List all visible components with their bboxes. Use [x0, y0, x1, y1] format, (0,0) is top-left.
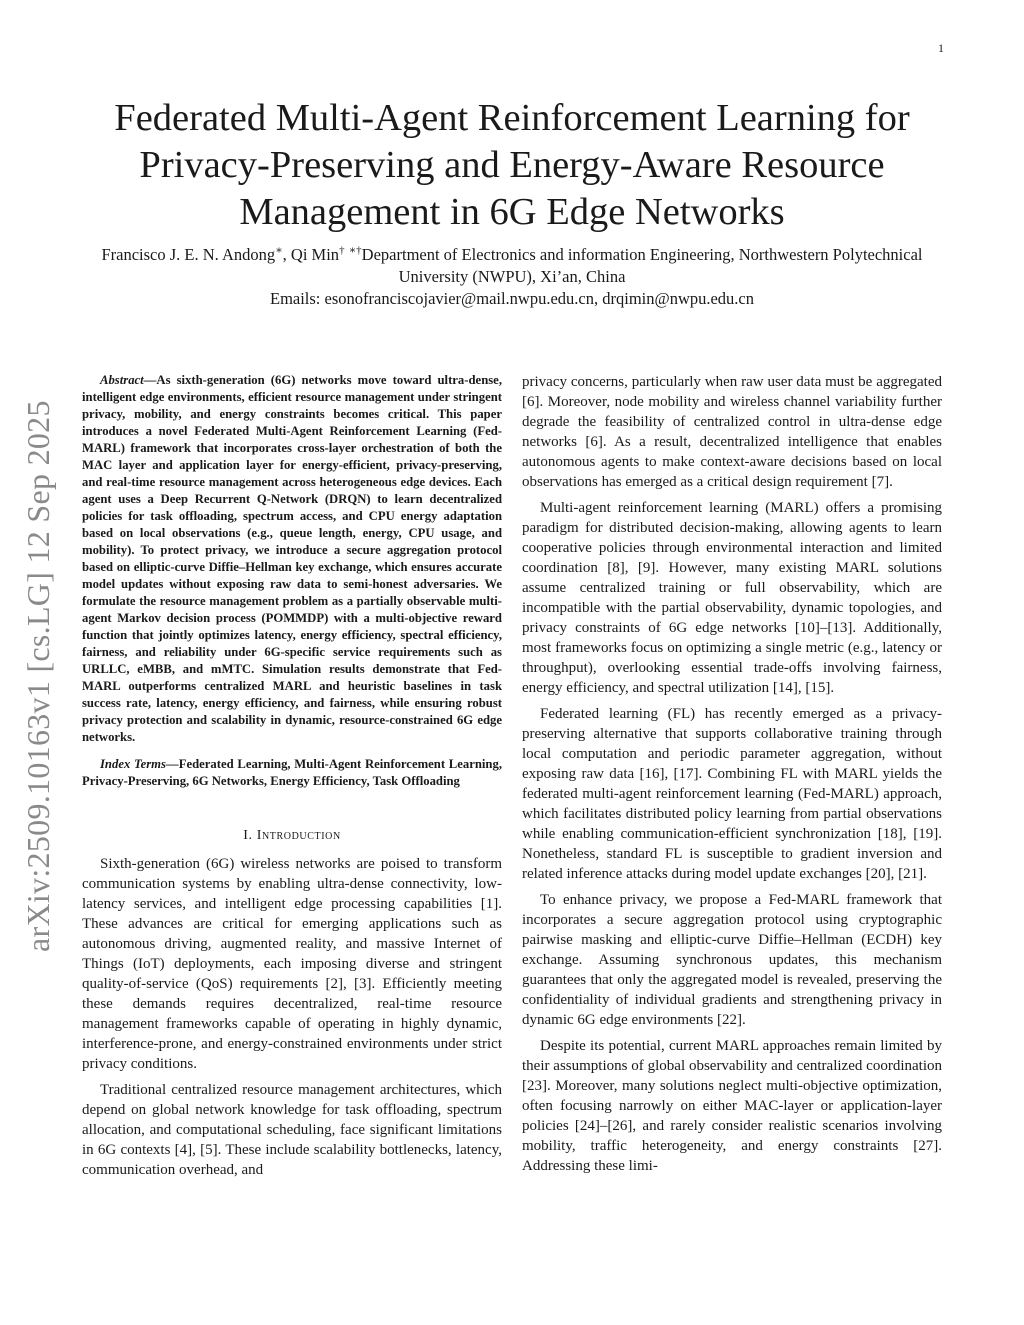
abstract-label: Abstract	[100, 373, 144, 387]
body-paragraph: Despite its potential, current MARL approaches remain limited by their assumptions of global observability and centralized coordination [23]. Moreover, many solutions neglect multi-objective optimization, often focusing narrowly on either MAC-layer or application-layer policies [24]–[26], and rarely consider realistic scenarios involving mobility, traffic heterogeneity, and energy constraints [27]. Addressing these limi-	[522, 1038, 942, 1174]
author-name: Francisco J. E. N. Andong	[101, 245, 276, 264]
section-title: Introduction	[256, 828, 341, 843]
author-emails: Emails: esonofranciscojavier@mail.nwpu.edu.cn, drqimin@nwpu.edu.cn	[269, 289, 755, 308]
affiliation: Department of Electronics and information Engineering, Northwestern Polytechnical University (NWPU), Xi’an, China	[361, 245, 923, 286]
arxiv-identifier: arXiv:2509.10163v1 [cs.LG] 12 Sep 2025	[20, 400, 56, 952]
body-paragraph: privacy concerns, particularly when raw user data must be aggregated [6]. Moreover, node mobility and wireless channel variability further degrade the feasibility of centralized control in ultra-dense edge networks [6]. As a result, decentralized intelligence that enables autonomous agents to make context-aware decisions based on local observations has emerged as a critical design requirement [7].	[522, 374, 942, 490]
author-mark: †	[339, 244, 345, 257]
right-column	[522, 372, 942, 1176]
abstract-text: As sixth-generation (6G) networks move toward ultra-dense, intelligent edge environments, efficient resource management under stringent privacy, mobility, and energy constraints becomes critical. This paper introduces a novel Federated Multi-Agent Reinforcement Learning (Fed-MARL) framework that incorporates cross-layer orchestration of both the MAC layer and application layer for energy-efficient, privacy-preserving, and real-time resource management across heterogeneous edge devices. Each agent uses a Deep Recurrent Q-Network (DRQN) to learn decentralized policies for task offloading, spectrum access, and CPU energy adaptation based on local observations (e.g., queue length, energy, CPU usage, and mobility). To protect privacy, we introduce a secure aggregation protocol based on elliptic-curve Diffie–Hellman key exchange, which ensures accurate model updates without exposing raw data to semi-honest adversaries. We formulate the resource management problem as a partially observable multi-agent Markov decision process (POMMDP) with a multi-objective reward function that jointly optimizes latency, energy efficiency, spectral efficiency, fairness, and reliability under 6G-specific service requirements such as URLLC, eMBB, and mMTC. Simulation results demonstrate that Fed-MARL outperforms centralized MARL and heuristic baselines in task success rate, latency, energy efficiency, and fairness, while ensuring robust privacy protection and scalability in dynamic, resource-constrained 6G edge networks.	[82, 373, 502, 744]
index-terms-label: Index Terms	[100, 757, 166, 771]
author-mark: ∗	[275, 244, 283, 257]
abstract-dash: —	[143, 373, 157, 387]
paper-title: Federated Multi-Agent Reinforcement Learning for Privacy-Preserving and Energy-Aware Resource Management in 6G Edge Networks	[114, 97, 910, 233]
page-number: 1	[938, 41, 944, 55]
author-separator: ,	[282, 245, 291, 264]
section-heading	[82, 826, 502, 846]
body-paragraph: Multi-agent reinforcement learning (MARL) offers a promising paradigm for distributed decision-making, allowing agents to learn cooperative policies through environmental interaction and limited coordination [8], [9]. However, many existing MARL solutions assume centralized training or full observability, which are incompatible with the partial observability, dynamic topologies, and privacy constraints of 6G edge networks [10]–[13]. Additionally, most frameworks focus on optimizing a single metric (e.g., latency or throughput), overlooking essential trade-offs involving fairness, energy efficiency, and spectral utilization [14], [15].	[522, 500, 942, 696]
left-column	[82, 372, 502, 1180]
abstract	[82, 372, 502, 746]
body-paragraph: Traditional centralized resource management architectures, which depend on global network knowledge for task offloading, spectrum allocation, and computational scheduling, face significant limitations in 6G contexts [4], [5]. These include scalability bottlenecks, latency, communication overhead, and	[82, 1082, 502, 1178]
index-terms-dash: —	[166, 757, 179, 771]
index-terms	[82, 756, 502, 790]
body-paragraph: Sixth-generation (6G) wireless networks are poised to transform communication systems by enabling ultra-dense connectivity, low-latency services, and intelligent edge processing capabilities [1]. These advances are critical for emerging applications such as autonomous driving, augmented reality, and massive Internet of Things (IoT) deployments, each imposing diverse and stringent quality-of-service (QoS) requirements [2], [3]. Efficiently meeting these demands requires decentralized, real-time resource management frameworks capable of operating in highly dynamic, interference-prone, and energy-constrained environments under strict privacy conditions.	[82, 856, 502, 1072]
author-name: Qi Min	[290, 245, 340, 264]
author-block	[70, 244, 954, 288]
body-paragraph: Federated learning (FL) has recently emerged as a privacy-preserving alternative that supports collaborative training through local computation and periodic parameter aggregation, without exposing raw data [16], [17]. Combining FL with MARL yields the federated multi-agent reinforcement learning (Fed-MARL) approach, which facilitates distributed policy learning from partial observations while enabling communication-efficient synchronization [18], [19]. Nonetheless, standard FL is susceptible to gradient inversion and related inference attacks during model update exchanges [20], [21].	[522, 706, 942, 882]
index-terms-text: Federated Learning, Multi-Agent Reinforcement Learning, Privacy-Preserving, 6G Networks, Energy Efficiency, Task Offloading	[82, 757, 502, 788]
affiliation-mark: ∗†	[348, 244, 362, 257]
body-paragraph: To enhance privacy, we propose a Fed-MARL framework that incorporates a secure aggregation protocol using cryptographic pairwise masking and elliptic-curve Diffie–Hellman (ECDH) key exchange. Assuming synchronous updates, this mechanism guarantees that only the aggregated model is revealed, preserving the confidentiality of individual gradients and strengthening privacy in dynamic 6G edge environments [22].	[522, 892, 942, 1028]
section-number: I.	[243, 828, 253, 843]
